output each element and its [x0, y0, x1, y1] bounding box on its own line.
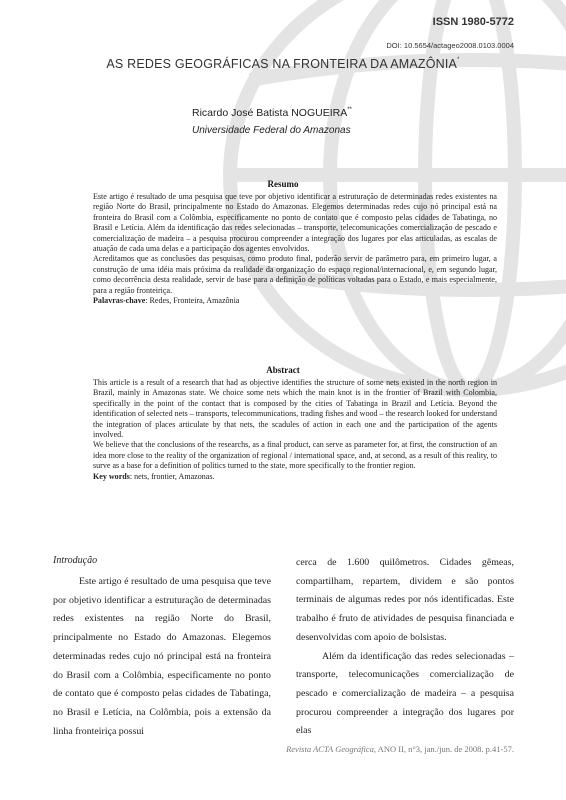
intro-left-paragraph: Este artigo é resultado de uma pesquisa que teve por objetivo identificar a estruturação de determinadas redes existentes na região Norte do Brasil, principalmente no Estado do Amazonas. Elegemos determinadas redes cujo nó principal está na fronteira do Brasil com a Colômbia, especificamente no ponto de contato que é composto pelas cidades de Tabatinga, no Brasil e Letícia, na Colômbia, pois a extensão da linha fronteiriça possui [53, 576, 271, 737]
journal-details: , ANO II, n°3, jan./jun. de 2008. p.41-57. [373, 744, 514, 754]
author-footnote-mark: ** [347, 107, 352, 113]
author-name: Ricardo José Batista NOGUEIRA [192, 107, 348, 119]
intro-right-paragraph: Além da identificação das redes selecionadas – transporte, telecomunicações comercialização de pescado e comercialização de madeira – a pesquisa procurou compreender a integração dos lugares por elas [296, 650, 514, 737]
doi: DOI: 10.5654/actageo2008.0103.0004 [386, 41, 514, 50]
journal-footer [286, 744, 514, 754]
issn: ISSN 1980-5772 [432, 16, 514, 28]
article-title-text: AS REDES GEOGRÁFICAS NA FRONTEIRA DA AMAZÔNIA [106, 57, 458, 71]
intro-left-column [53, 573, 271, 741]
author [192, 107, 352, 119]
resumo-keywords-values: : Redes, Fronteira, Amazônia [145, 296, 240, 306]
resumo-body [93, 192, 497, 306]
title-footnote-mark: * [457, 57, 460, 63]
abstract-keywords [93, 472, 497, 482]
intro-right-paragraph: cerca de 1.600 quilômetros. Cidades gêmeas, compartilham, repartem, dividem e são pontos terminais de algumas redes por nós identificadas. Este trabalho é fruto de atividades de pesquisa financiada e desenvolvidas com apoio de bolsistas. [296, 557, 514, 643]
intro-right-column [296, 554, 514, 741]
resumo-keywords-label: Palavras-chave [93, 296, 146, 306]
abstract-paragraph: This article is a result of a research that had as objective identifies the structure of some nets existed in the north region in Brazil, mainly in Amazonas state. We choice some nets which the main knot is in the frontier of Brazil with Colombia, specifically in the point of the contact that is composed by the cities of Tabatinga in Brazil and Letícia. Beyond the identification of selected nets – transports, telecommunications, trading fishes and wood – the research looked for understand the integration of places articulate by that nets, the scadules of action in each one and the participation of the agents involved. [93, 378, 497, 440]
resumo-heading: Resumo [267, 179, 299, 189]
abstract-heading: Abstract [266, 365, 300, 375]
abstract-keywords-label: Key words [93, 471, 130, 481]
abstract-paragraph: We believe that the conclusions of the researchs, as a final product, can serve as parameter for, at first, the construction of an idea more close to the reality of the organization of regional / international space, and, at second, as a result of this reality, to surve as a base for a definition of politics turned to the state, more specifically to the frontier region. [93, 440, 497, 471]
institution: Universidade Federal do Amazonas [192, 125, 351, 136]
resumo-paragraph: Este artigo é resultado de uma pesquisa que teve por objetivo identificar a estruturação de determinadas redes existentes na região Norte do Brasil, principalmente no Estado do Amazonas. Elegemos determinadas redes cujo nó principal está na fronteira do Brasil com a Colômbia, especificamente no ponto de contato que é composto pelas cidades de Tabatinga, no Brasil e Letícia. Além da identificação das redes selecionadas – transporte, telecomunicações comercialização de pescado e comercialização de madeira – a pesquisa procurou compreender a integração dos lugares por elas articuladas, as escalas de atuação de cada uma delas e a participação dos agentes envolvidos. [93, 192, 497, 254]
intro-heading: Introdução [53, 555, 98, 566]
resumo-keywords [93, 296, 497, 306]
journal-name: Revista ACTA Geográfica [286, 744, 374, 754]
resumo-paragraph: Acreditamos que as conclusões das pesquisas, como produto final, poderão servir de parâmetro para, em primeiro lugar, a construção de uma idéia mais próxima da realidade da organização do espaço regional/internacional, e, em segundo lugar, como decorrência desta realidade, servir de base para a definição de políticas voltadas para o Estado, e mais especialmente, para a região fronteiriça. [93, 254, 497, 295]
abstract-keywords-values: : nets, frontier, Amazonas. [129, 471, 215, 481]
article-title [0, 57, 566, 71]
abstract-body [93, 378, 497, 482]
